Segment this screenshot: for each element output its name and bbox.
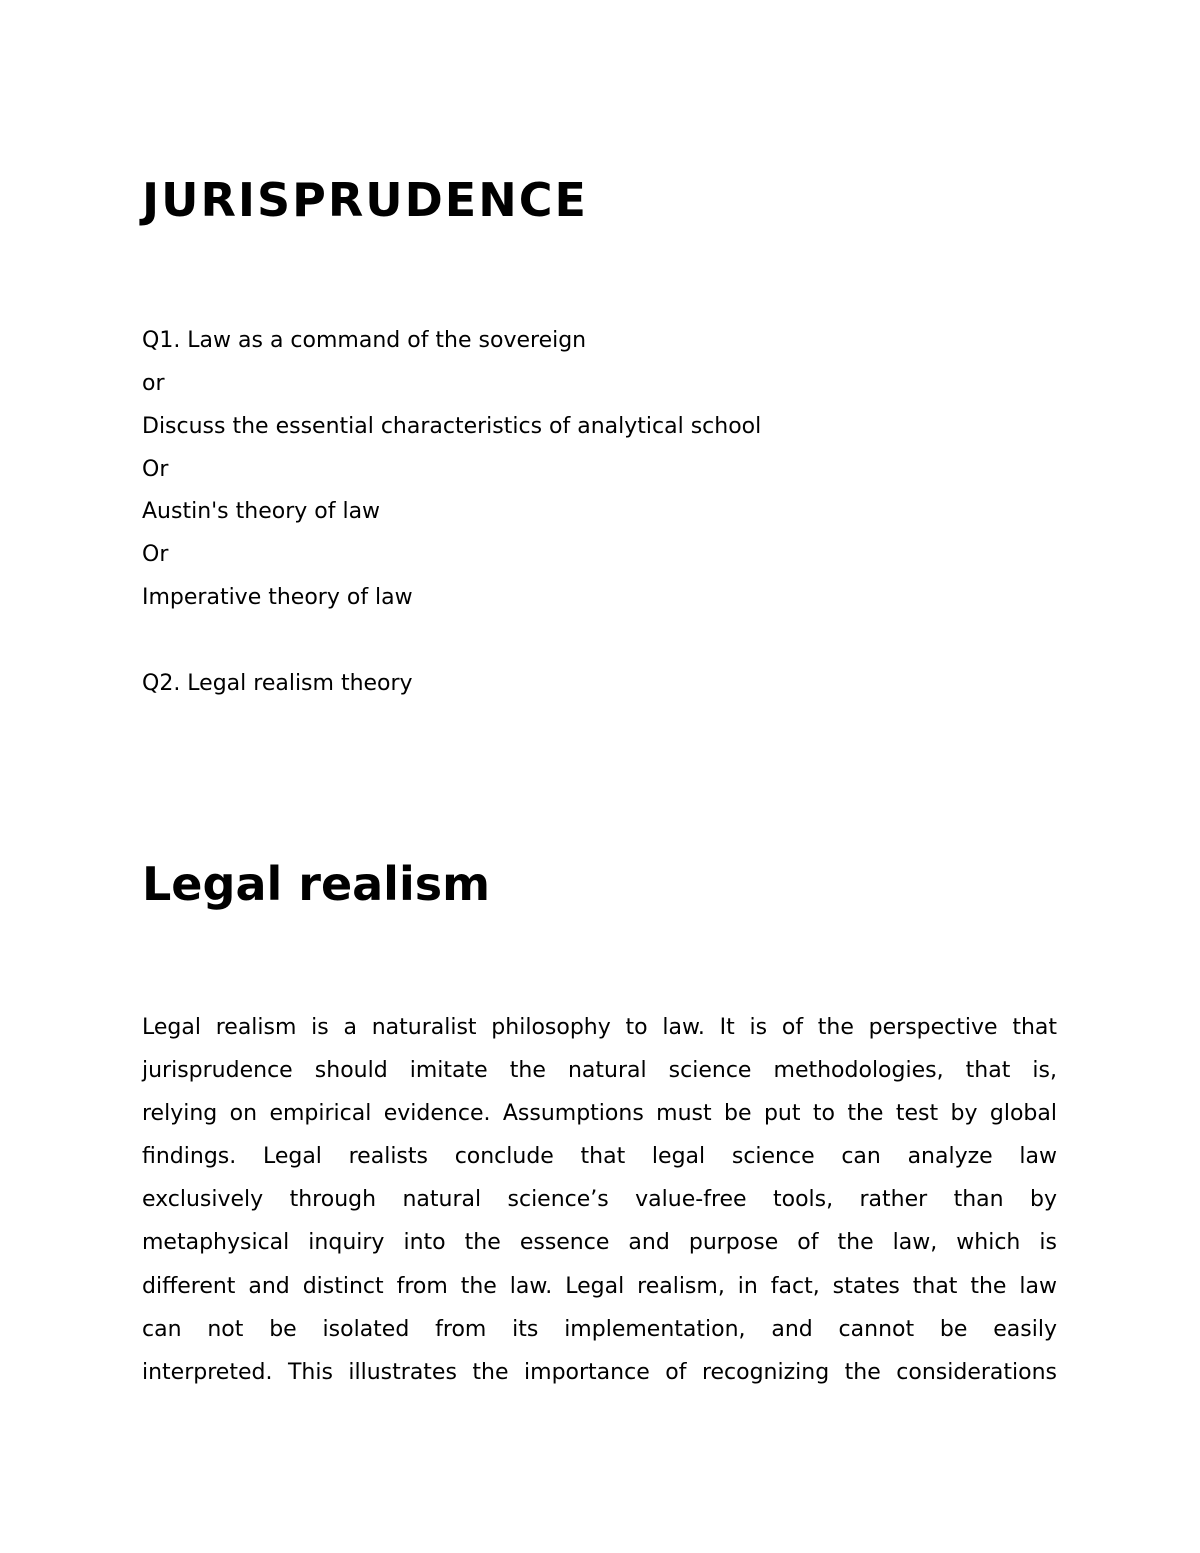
question-line-imperative: Imperative theory of law bbox=[142, 585, 413, 610]
section-heading: Legal realism bbox=[142, 857, 491, 911]
paragraph-line: findings. Legal realists conclude that legal science can analyze law bbox=[142, 1144, 1057, 1170]
paragraph-line: exclusively through natural science’s value-free tools, rather than by bbox=[142, 1187, 1057, 1213]
document-title: JURISPRUDENCE bbox=[142, 173, 588, 227]
paragraph-line: metaphysical inquiry into the essence and purpose of the law, which is bbox=[142, 1230, 1057, 1256]
question-line-or-3: Or bbox=[142, 542, 169, 567]
paragraph-line: Legal realism is a naturalist philosophy to law. It is of the perspective that bbox=[142, 1015, 1057, 1040]
question-line-analytical-school: Discuss the essential characteristics of analytical school bbox=[142, 414, 762, 439]
body-paragraph bbox=[142, 1006, 1057, 1394]
paragraph-line: can not be isolated from its implementation, and cannot be easily bbox=[142, 1316, 1057, 1342]
paragraph-line: relying on empirical evidence. Assumptions must be put to the test by global bbox=[142, 1101, 1057, 1127]
question-line-q2: Q2. Legal realism theory bbox=[142, 671, 413, 696]
question-line-or-1: or bbox=[142, 371, 165, 396]
paragraph-line: different and distinct from the law. Legal realism, in fact, states that the law bbox=[142, 1273, 1057, 1299]
question-line-austin: Austin's theory of law bbox=[142, 499, 381, 524]
paragraph-line: interpreted. This illustrates the importance of recognizing the considerations bbox=[142, 1359, 1057, 1385]
question-line-or-2: Or bbox=[142, 457, 169, 482]
paragraph-line: jurisprudence should imitate the natural science methodologies, that is, bbox=[142, 1058, 1057, 1084]
question-line-q1: Q1. Law as a command of the sovereign bbox=[142, 328, 587, 353]
